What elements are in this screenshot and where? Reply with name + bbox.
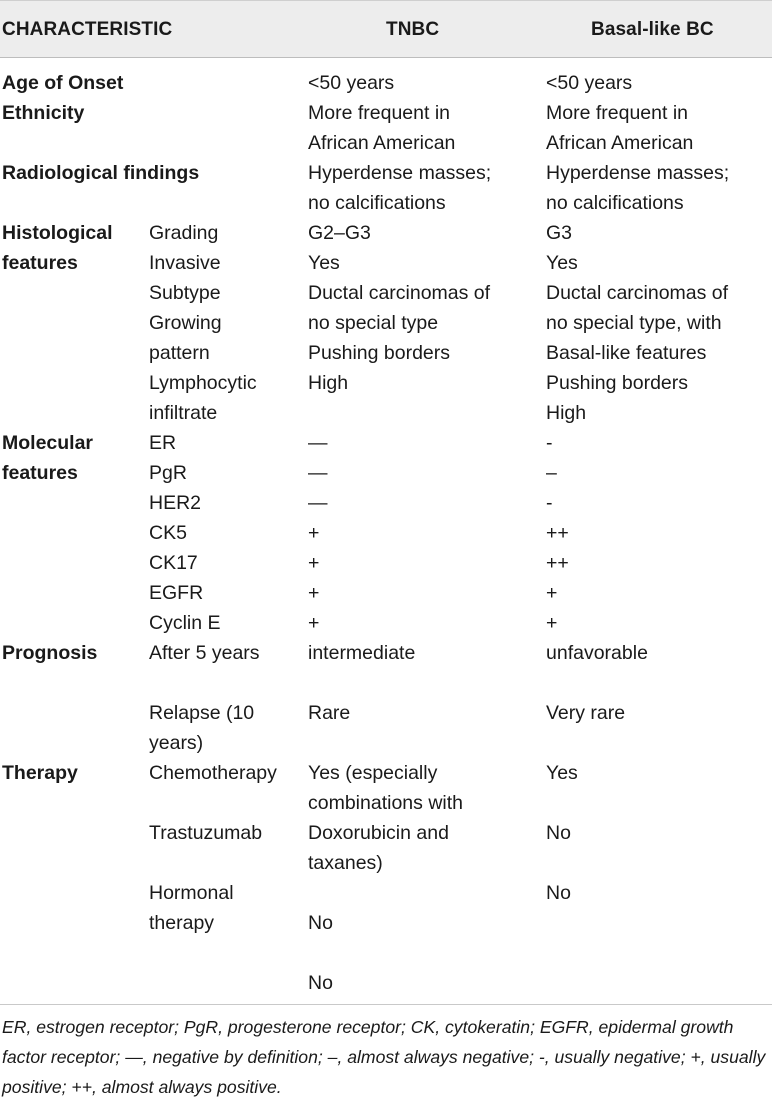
table-bottom-rule — [0, 1004, 772, 1005]
sub-label-relapse-1: Relapse (10 — [149, 702, 255, 724]
cell-tnbc-chemo-3: Doxorubicin and — [308, 822, 449, 844]
cell-basal-ethnicity-1: More frequent in — [546, 102, 688, 124]
sub-label-her2: HER2 — [149, 492, 202, 514]
cell-basal-hormonal: No — [546, 882, 571, 904]
cell-basal-chemotherapy: Yes — [546, 762, 578, 784]
cell-tnbc-lymphocytic: High — [308, 372, 349, 394]
cell-tnbc-ethnicity-2: African American — [308, 132, 456, 154]
cell-tnbc-egfr: + — [308, 582, 320, 604]
row-label-molecular-1: Molecular — [2, 432, 94, 454]
sub-label-trastuzumab: Trastuzumab — [149, 822, 263, 844]
row-label-histological-2: features — [2, 252, 78, 274]
row-label-age: Age of Onset — [2, 72, 124, 94]
sub-label-invasive: Invasive — [149, 252, 221, 274]
cell-tnbc-subtype-2: no special type — [308, 312, 439, 334]
sub-label-ck5: CK5 — [149, 522, 187, 544]
cell-basal-ck5: ++ — [546, 522, 569, 544]
cell-tnbc-invasive: Yes — [308, 252, 340, 274]
cell-basal-lymphocytic: High — [546, 402, 587, 424]
sub-label-subtype: Subtype — [149, 282, 221, 304]
table-header — [0, 0, 772, 58]
sub-label-hormonal: Hormonal — [149, 882, 234, 904]
cell-tnbc-radiological-1: Hyperdense masses; — [308, 162, 492, 184]
sub-label-egfr: EGFR — [149, 582, 204, 604]
cell-basal-after-5-years: unfavorable — [546, 642, 648, 664]
sub-label-relapse-2: years) — [149, 732, 204, 754]
row-label-prognosis: Prognosis — [2, 642, 98, 664]
cell-basal-subtype-1: Ductal carcinomas of — [546, 282, 729, 304]
row-label-therapy: Therapy — [2, 762, 78, 784]
cell-tnbc-subtype-1: Ductal carcinomas of — [308, 282, 491, 304]
cell-basal-ethnicity-2: African American — [546, 132, 694, 154]
sub-label-infiltrate: infiltrate — [149, 402, 218, 424]
sub-label-cyclin-e: Cyclin E — [149, 612, 221, 634]
cell-tnbc-trastuzumab: No — [308, 912, 333, 934]
cell-basal-trastuzumab: No — [546, 822, 571, 844]
cell-basal-er: - — [546, 432, 553, 454]
cell-tnbc-chemo-1: Yes (especially — [308, 762, 438, 784]
header-characteristic: CHARACTERISTIC — [2, 19, 173, 40]
cell-basal-relapse: Very rare — [546, 702, 626, 724]
cell-basal-radiological-1: Hyperdense masses; — [546, 162, 730, 184]
sub-label-lymphocytic: Lymphocytic — [149, 372, 257, 394]
cell-tnbc-cyclin-e: + — [308, 612, 320, 634]
table-footnote: ER, estrogen receptor; PgR, progesterone receptor; CK, cytokeratin; EGFR, epidermal growth factor receptor; —, negative by definition; –, almost always negative; -, usually negative; +, usually positive; ++, almost always positive. — [2, 1017, 766, 1097]
cell-tnbc-grading: G2–G3 — [308, 222, 371, 244]
row-label-histological-1: Histological — [2, 222, 113, 244]
cell-basal-subtype-2: no special type, with — [546, 312, 722, 334]
row-label-molecular-2: features — [2, 462, 78, 484]
cell-tnbc-ck17: + — [308, 552, 320, 574]
cell-basal-grading: G3 — [546, 222, 573, 244]
cell-tnbc-hormonal: No — [308, 972, 333, 994]
cell-tnbc-after-5-years: intermediate — [308, 642, 416, 664]
cell-basal-subtype-3: Basal-like features — [546, 342, 707, 364]
sub-label-er: ER — [149, 432, 177, 454]
cell-basal-cyclin-e: + — [546, 612, 558, 634]
sub-label-pattern: pattern — [149, 342, 210, 364]
row-label-ethnicity: Ethnicity — [2, 102, 85, 124]
cell-tnbc-pgr: — — [308, 462, 328, 484]
cell-tnbc-chemo-4: taxanes) — [308, 852, 383, 874]
sub-label-hormonal-therapy: therapy — [149, 912, 215, 934]
header-tnbc: TNBC — [386, 19, 440, 40]
row-label-radiological: Radiological findings — [2, 162, 200, 184]
sub-label-after-5-years: After 5 years — [149, 642, 260, 664]
cell-tnbc-ethnicity-1: More frequent in — [308, 102, 450, 124]
cell-tnbc-age: <50 years — [308, 72, 395, 94]
cell-basal-age: <50 years — [546, 72, 633, 94]
cell-basal-pgr: – — [546, 462, 557, 484]
cell-tnbc-chemo-2: combinations with — [308, 792, 463, 814]
sub-label-chemotherapy: Chemotherapy — [149, 762, 277, 784]
cell-tnbc-her2: — — [308, 492, 328, 514]
cell-basal-ck17: ++ — [546, 552, 569, 574]
sub-label-growing: Growing — [149, 312, 222, 334]
cell-tnbc-relapse: Rare — [308, 702, 351, 724]
cell-tnbc-radiological-2: no calcifications — [308, 192, 446, 214]
sub-label-grading: Grading — [149, 222, 219, 244]
cell-basal-growing-pattern: Pushing borders — [546, 372, 689, 394]
sub-label-pgr: PgR — [149, 462, 187, 484]
cell-tnbc-growing-pattern: Pushing borders — [308, 342, 451, 364]
cell-tnbc-ck5: + — [308, 522, 320, 544]
sub-label-ck17: CK17 — [149, 552, 198, 574]
cell-basal-egfr: + — [546, 582, 558, 604]
cell-basal-invasive: Yes — [546, 252, 578, 274]
cell-basal-radiological-2: no calcifications — [546, 192, 684, 214]
cell-basal-her2: - — [546, 492, 553, 514]
header-basal-like-bc: Basal-like BC — [591, 19, 714, 40]
cell-tnbc-er: — — [308, 432, 328, 454]
